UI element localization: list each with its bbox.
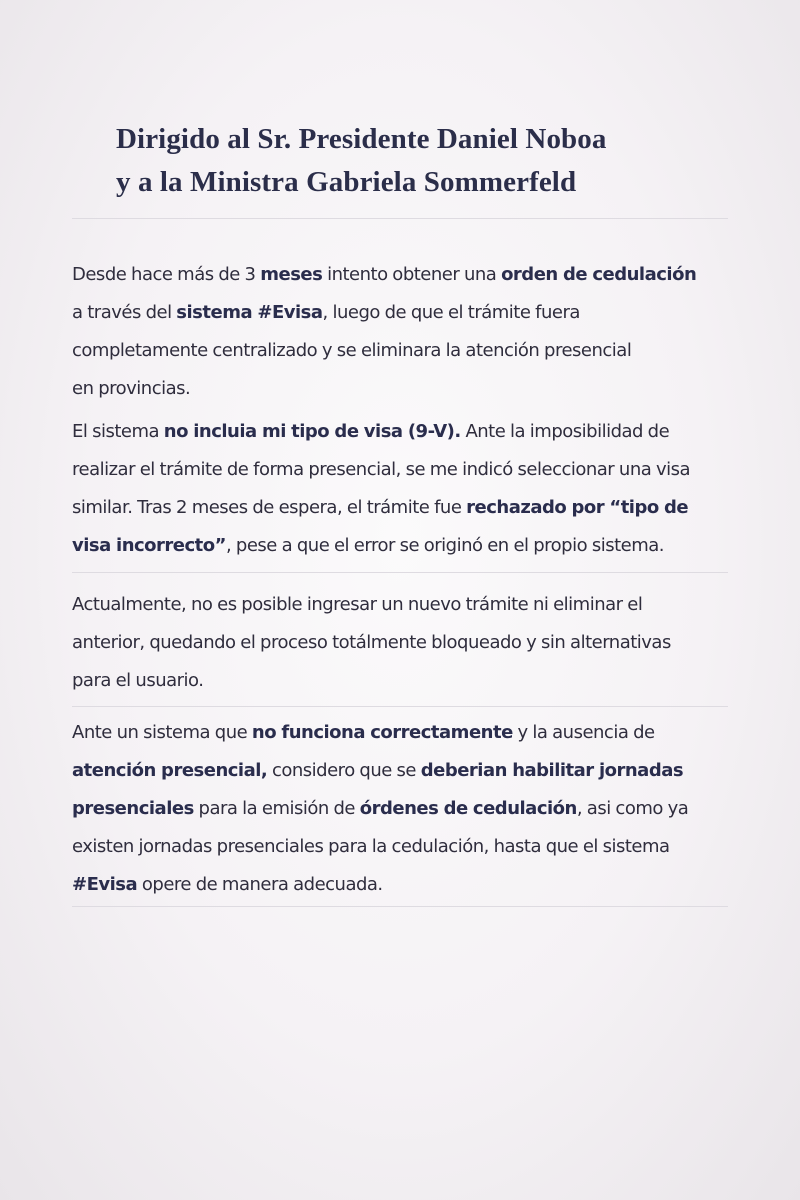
emphasis-text: #Evisa <box>72 874 138 895</box>
body-text: completamente centralizado y se eliminara la atención presencial <box>72 340 632 361</box>
body-text: anterior, quedando el proceso totálmente bloqueado y sin alternativas <box>72 632 671 653</box>
text-line <box>72 527 732 565</box>
body-text: Ante un sistema que <box>72 722 252 743</box>
body-text: Desde hace más de 3 <box>72 264 261 285</box>
emphasis-text: no incluia mi tipo de visa (9-V). <box>163 421 461 442</box>
body-text: intento obtener una <box>322 264 502 285</box>
text-line <box>72 752 732 790</box>
text-line <box>72 370 732 408</box>
paragraph-1 <box>72 256 732 408</box>
text-line <box>72 489 732 527</box>
text-line <box>72 866 732 904</box>
body-text: Ante la imposibilidad de <box>460 421 670 442</box>
title-divider <box>72 218 728 219</box>
title-line-2: y a la Ministra Gabriela Sommerfeld <box>116 166 577 198</box>
text-line <box>72 662 732 700</box>
emphasis-text: orden de cedulación <box>501 264 697 285</box>
emphasis-text: deberian habilitar jornadas <box>420 760 684 781</box>
text-line <box>72 332 732 370</box>
text-line <box>72 413 732 451</box>
body-text: y la ausencia de <box>512 722 655 743</box>
text-line <box>72 294 732 332</box>
text-line <box>72 624 732 662</box>
text-line <box>72 586 732 624</box>
paragraph-2 <box>72 413 732 565</box>
paragraph-divider-2 <box>72 706 728 707</box>
text-line <box>72 451 732 489</box>
emphasis-text: órdenes de cedulación <box>359 798 577 819</box>
body-text: realizar el trámite de forma presencial, se me indicó seleccionar una visa <box>72 459 691 480</box>
body-text: , luego de que el trámite fuera <box>322 302 580 323</box>
paragraph-divider-3 <box>72 906 728 907</box>
paragraph-divider-1 <box>72 572 728 573</box>
text-line <box>72 256 732 294</box>
body-text: , asi como ya <box>576 798 689 819</box>
body-text: Actualmente, no es posible ingresar un nuevo trámite ni eliminar el <box>72 594 643 615</box>
body-text: El sistema <box>72 421 164 442</box>
emphasis-text: rechazado por “tipo de <box>466 497 689 518</box>
emphasis-text: no funciona correctamente <box>251 722 513 743</box>
body-text: para la emisión de <box>193 798 360 819</box>
emphasis-text: visa incorrecto” <box>72 535 226 556</box>
body-text: a través del <box>72 302 177 323</box>
body-text: existen jornadas presenciales para la cedulación, hasta que el sistema <box>72 836 670 857</box>
emphasis-text: meses <box>260 264 323 285</box>
letter-title <box>116 118 606 204</box>
emphasis-text: sistema #Evisa <box>176 302 323 323</box>
emphasis-text: presenciales <box>72 798 194 819</box>
emphasis-text: atención presencial, <box>72 760 268 781</box>
text-line <box>72 714 732 752</box>
body-text: similar. Tras 2 meses de espera, el trámite fue <box>72 497 467 518</box>
body-text: considero que se <box>267 760 421 781</box>
text-line <box>72 828 732 866</box>
body-text: para el usuario. <box>72 670 204 691</box>
text-line <box>72 790 732 828</box>
title-line-1: Dirigido al Sr. Presidente Daniel Noboa <box>116 123 607 155</box>
paragraph-3 <box>72 586 732 700</box>
body-text: opere de manera adecuada. <box>137 874 383 895</box>
body-text: en provincias. <box>72 378 191 399</box>
body-text: , pese a que el error se originó en el propio sistema. <box>225 535 665 556</box>
paragraph-4 <box>72 714 732 904</box>
